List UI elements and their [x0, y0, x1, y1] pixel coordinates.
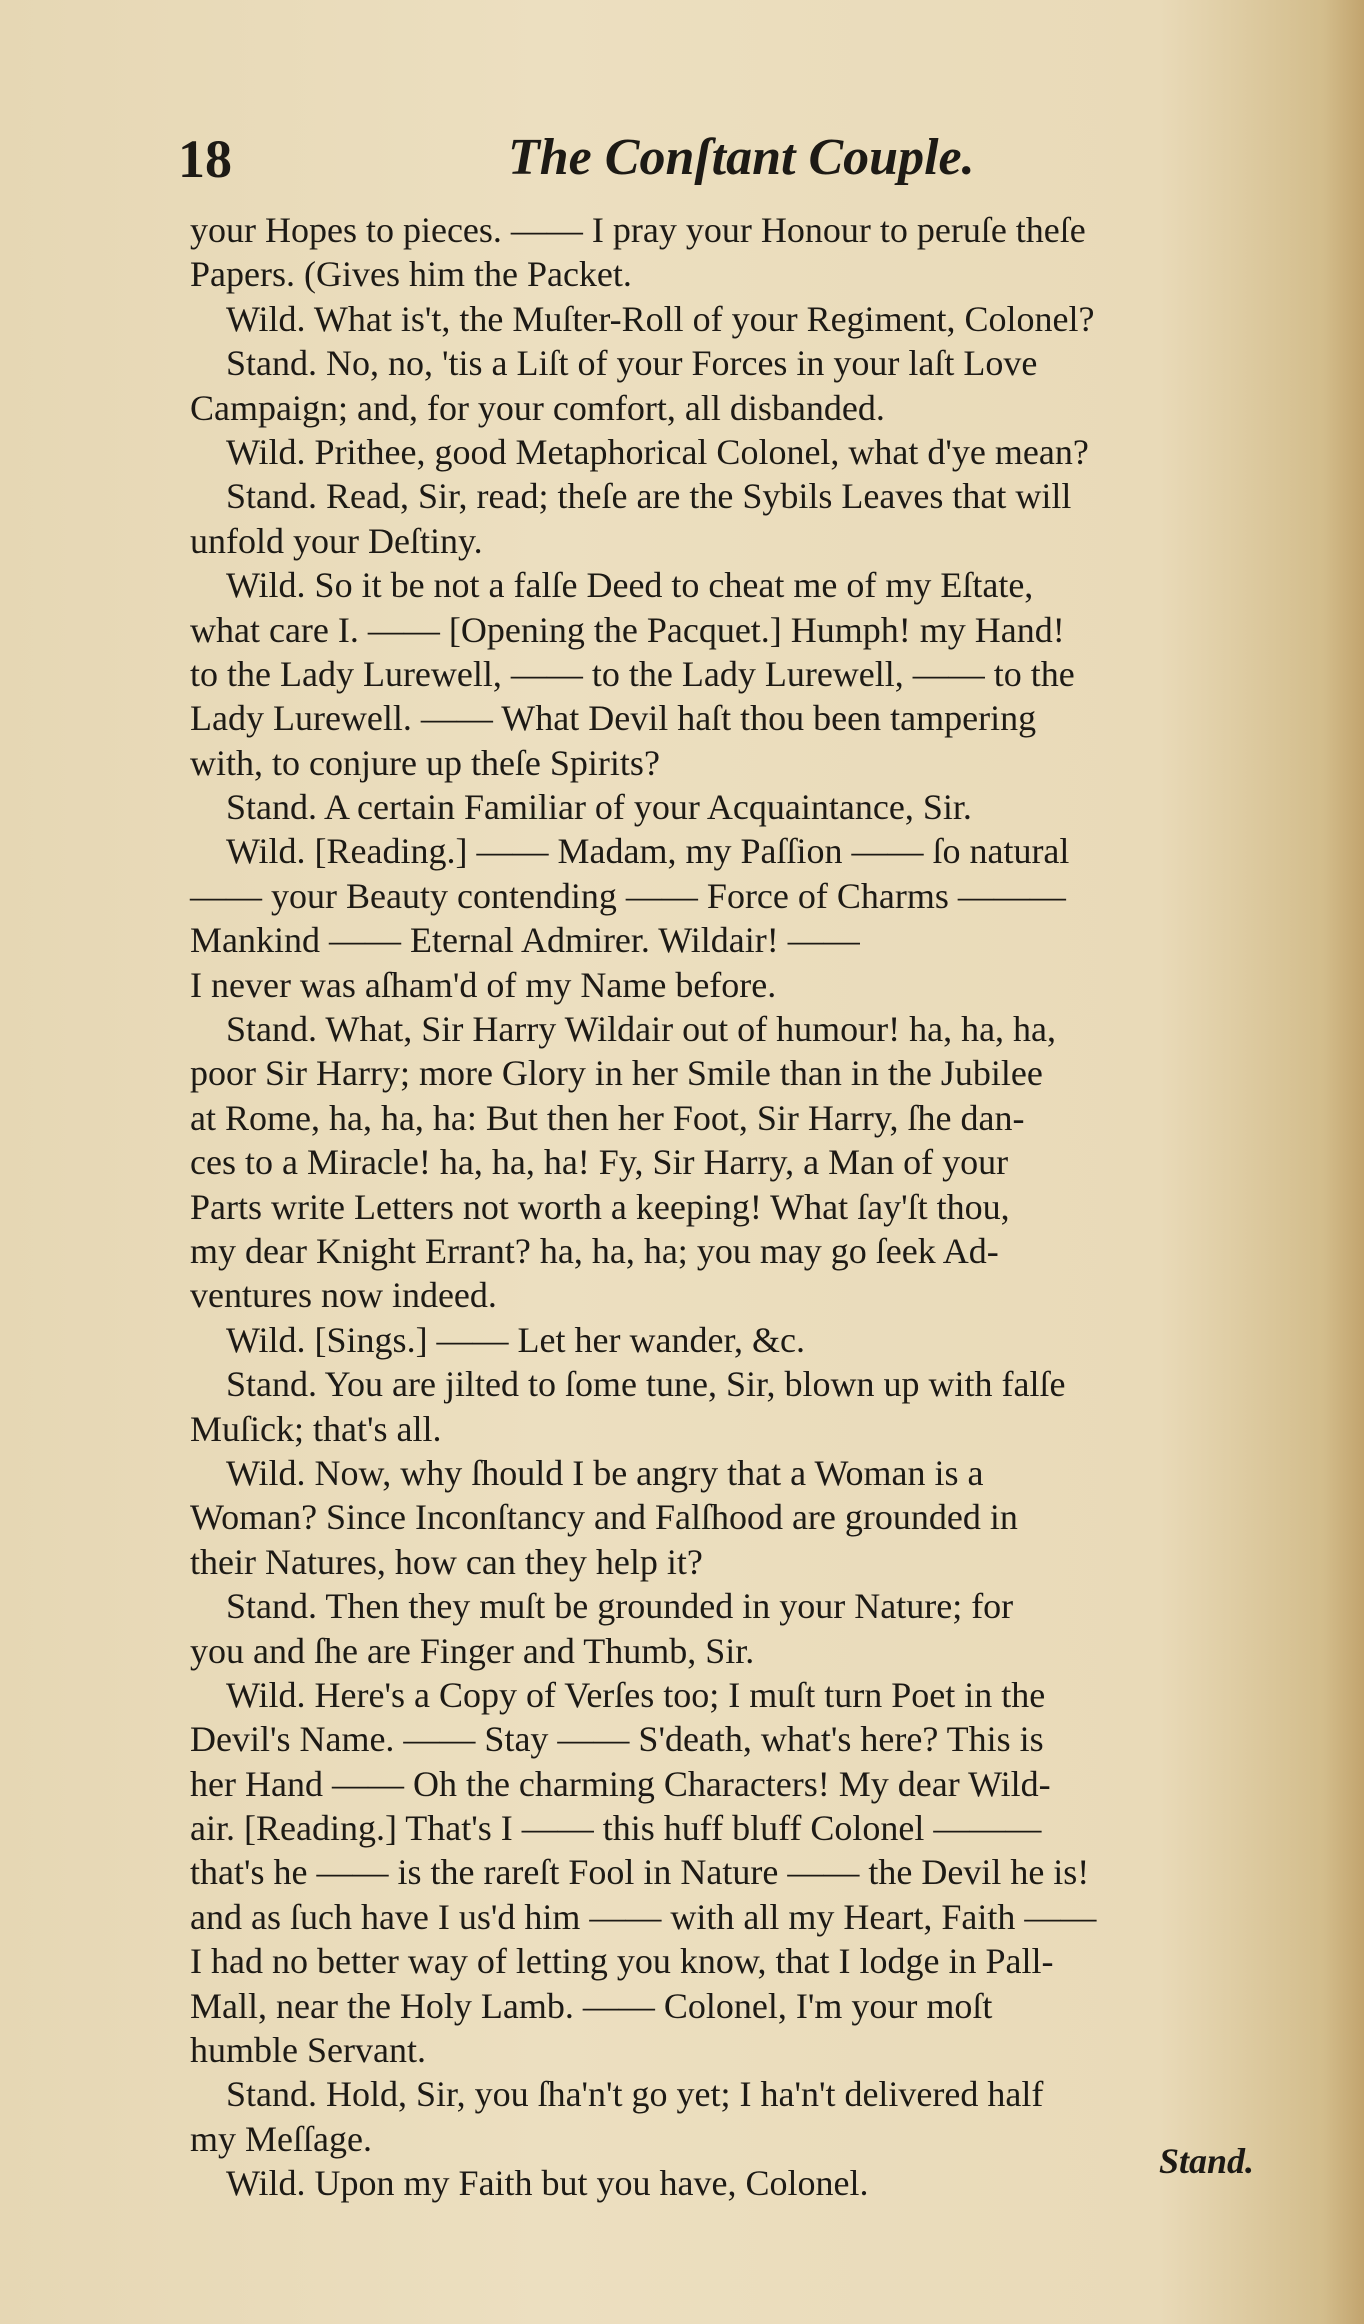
text-line: I never was aſham'd of my Name before. [190, 964, 777, 1005]
text-line: Wild. [Reading.] —— Madam, my Paſſion —— ſo natural [226, 831, 1070, 872]
text-line: poor Sir Harry; more Glory in her Smile than in the Jubilee [190, 1053, 1043, 1094]
text-line: your Hopes to pieces. —— I pray your Honour to peruſe theſe [190, 210, 1086, 250]
text-line: Lady Lurewell. —— What Devil haſt thou been tampering [190, 698, 1037, 739]
text-line: Muſick; that's all. [190, 1408, 442, 1449]
text-line: Stand. Hold, Sir, you ſha'n't go yet; I ha'n't delivered half [226, 2074, 1044, 2115]
text-line: Wild. Prithee, good Metaphorical Colonel, what d'ye mean? [226, 431, 1089, 472]
text-line: and as ſuch have I us'd him —— with all my Heart, Faith —— [190, 1896, 1097, 1937]
text-line: Papers. (Gives him the Packet. [190, 254, 632, 295]
text-line: my Meſſage. [190, 2118, 372, 2159]
text-line: I had no better way of letting you know, that I lodge in Pall- [190, 1941, 1054, 1982]
text-line: Devil's Name. —— Stay —— S'death, what's here? This is [190, 1719, 1044, 1760]
text-line: at Rome, ha, ha, ha: But then her Foot, Sir Harry, ſhe dan- [190, 1097, 1025, 1138]
text-line: Wild. Here's a Copy of Verſes too; I muſt turn Poet in the [226, 1674, 1046, 1715]
text-line: ces to a Miracle! ha, ha, ha! Fy, Sir Harry, a Man of your [190, 1142, 1009, 1183]
text-line: Wild. What is't, the Muſter-Roll of your Regiment, Colonel? [226, 298, 1095, 339]
text-line: you and ſhe are Finger and Thumb, Sir. [190, 1630, 755, 1671]
text-line: with, to conjure up theſe Spirits? [190, 742, 660, 783]
text-line: Campaign; and, for your comfort, all disbanded. [190, 387, 885, 428]
text-line: Parts write Letters not worth a keeping! What ſay'ſt thou, [190, 1186, 1010, 1227]
catchword: Stand. [1158, 2141, 1254, 2181]
text-line: Mall, near the Holy Lamb. —— Colonel, I'm your moſt [190, 1985, 993, 2026]
running-title: The Conſtant Couple. [508, 129, 975, 186]
text-line: Stand. No, no, 'tis a Liſt of your Forces in your laſt Love [226, 343, 1038, 384]
text-body [190, 208, 1280, 2206]
text-line: Stand. You are jilted to ſome tune, Sir, blown up with falſe [226, 1364, 1066, 1405]
text-line: unfold your Deſtiny. [190, 520, 483, 561]
text-line: Stand. Read, Sir, read; theſe are the Sybils Leaves that will [226, 476, 1072, 517]
page-header [178, 128, 1298, 198]
text-line: Wild. Upon my Faith but you have, Colonel. [226, 2163, 869, 2204]
text-line: what care I. —— [Opening the Pacquet.] Humph! my Hand! [190, 609, 1065, 650]
page-number: 18 [178, 129, 232, 189]
text-line: Wild. Now, why ſhould I be angry that a Woman is a [226, 1452, 984, 1493]
text-line: humble Servant. [190, 2030, 426, 2071]
text-line: their Natures, how can they help it? [190, 1541, 703, 1582]
text-line: to the Lady Lurewell, —— to the Lady Lurewell, —— to the [190, 653, 1075, 694]
text-line: —— your Beauty contending —— Force of Charms ——— [190, 875, 1066, 916]
text-line: Stand. A certain Familiar of your Acquaintance, Sir. [226, 787, 972, 828]
text-line: my dear Knight Errant? ha, ha, ha; you may go ſeek Ad- [190, 1230, 999, 1271]
text-line: Stand. Then they muſt be grounded in your Nature; for [226, 1586, 1014, 1627]
text-line: Woman? Since Inconſtancy and Falſhood are grounded in [190, 1497, 1018, 1538]
text-line: Mankind —— Eternal Admirer. Wildair! —— [190, 920, 860, 961]
text-line: ventures now indeed. [190, 1275, 497, 1316]
text-line: air. [Reading.] That's I —— this huff bluff Colonel ——— [190, 1808, 1042, 1849]
text-line: Wild. [Sings.] —— Let her wander, &c. [226, 1319, 805, 1360]
text-line: her Hand —— Oh the charming Characters! My dear Wild- [190, 1763, 1051, 1804]
text-line: Stand. What, Sir Harry Wildair out of humour! ha, ha, ha, [226, 1009, 1057, 1050]
text-line: that's he —— is the rareſt Fool in Nature —— the Devil he is! [190, 1852, 1090, 1893]
text-line: Wild. So it be not a falſe Deed to cheat me of my Eſtate, [226, 565, 1034, 606]
